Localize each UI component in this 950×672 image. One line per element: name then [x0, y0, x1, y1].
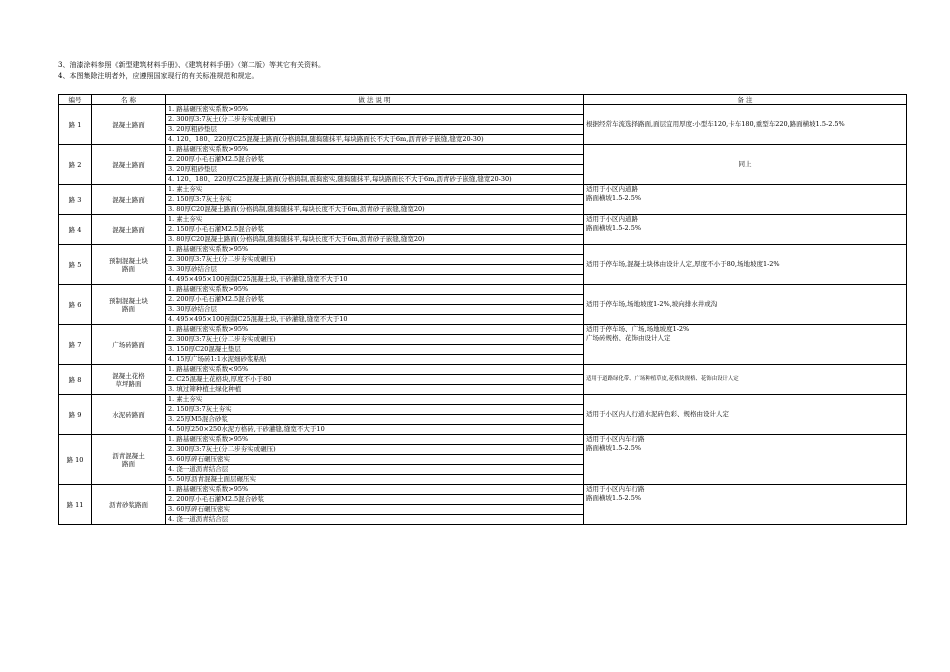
row-name-line: 水泥砖路面 [112, 410, 145, 419]
remark-line: 适用于小区内车行路 [586, 485, 645, 493]
method-step: 4. 495×495×100预制C25混凝土块,干砂灌缝,缝宽不大于10 [166, 275, 584, 285]
row-name-line: 混凝土路面 [112, 160, 145, 169]
method-step: 1. 路基碾压密实系数>95% [166, 145, 584, 155]
method-step: 2. 200厚小毛石灌M2.5混合砂浆 [166, 155, 584, 165]
row-name-line: 广场砖路面 [112, 340, 145, 349]
header-name: 名 称 [92, 95, 166, 105]
row-remark [584, 185, 907, 215]
row-remark [584, 145, 907, 185]
method-step: 1. 素土夯实 [166, 215, 584, 225]
table-row [59, 145, 907, 155]
table-row [59, 185, 907, 195]
remark-line: 适用于道路绿化带、广场种植草皮,花格块规格、花饰由设计人定 [586, 376, 739, 382]
table-row [59, 395, 907, 405]
remark-line: 适用于停车场,混凝土块体由设计人定,厚度不小于80,场地坡度1-2% [586, 260, 780, 268]
remark-line: 适用于停车场、广场,场地坡度1-2% [586, 325, 690, 333]
remark-line: 适用于小区内人行道水泥砖色彩、规格由设计人定 [586, 410, 729, 418]
row-name-line: 草坪路面 [115, 379, 142, 388]
remark-line: 路面横坡1.5-2.5% [586, 224, 642, 232]
method-step: 1. 素土夯实 [166, 185, 584, 195]
method-step: 1. 路基碾压密实系数>95% [166, 435, 584, 445]
method-step: 5. 50厚沥青混凝土面层碾压实 [166, 475, 584, 485]
row-code: 路 1 [59, 105, 92, 145]
row-name-line: 混凝土花格 [112, 371, 145, 380]
row-name-line: 混凝土路面 [112, 120, 145, 129]
row-name-line: 路面 [122, 304, 135, 313]
remark-line: 同上 [738, 160, 752, 168]
header-remark: 备 注 [584, 95, 907, 105]
method-step: 1. 路基碾压密实系数<95% [166, 365, 584, 375]
row-name-line: 预制混凝土块 [109, 256, 148, 265]
row-name-line: 沥青砂浆路面 [109, 500, 148, 509]
row-remark [584, 325, 907, 365]
method-step: 3. 25厚M5混合砂浆 [166, 415, 584, 425]
row-name-line: 沥青混凝土 [112, 451, 145, 460]
method-step: 3. 20厚粗砂垫层 [166, 125, 584, 135]
table-row [59, 215, 907, 225]
row-code: 路 7 [59, 325, 92, 365]
row-code: 路 6 [59, 285, 92, 325]
method-step: 1. 路基碾压密实系数>95% [166, 245, 584, 255]
method-step: 4. 15厚广场砖1:1水泥细砂浆粘贴 [166, 355, 584, 365]
header-method: 做 法 说 明 [166, 95, 584, 105]
row-name [92, 145, 166, 185]
method-step: 3. 30厚砂结合层 [166, 305, 584, 315]
row-code: 路 4 [59, 215, 92, 245]
row-name-line: 混凝土路面 [112, 195, 145, 204]
row-remark [584, 435, 907, 485]
method-step: 3. 80厚C20混凝土路面(分格捣制,随捣随抹平,每块长度不大于6m,沥青砂子嵌缝,缝宽20) [166, 205, 584, 215]
row-name [92, 435, 166, 485]
row-remark [584, 105, 907, 145]
row-name [92, 285, 166, 325]
header-code: 编号 [59, 95, 92, 105]
row-code: 路 10 [59, 435, 92, 485]
method-step: 4. 50厚250×250水泥方格砖,干砂灌缝,缝宽不大于10 [166, 425, 584, 435]
row-name [92, 245, 166, 285]
method-step: 1. 路基碾压密实系数>95% [166, 485, 584, 495]
row-code: 路 9 [59, 395, 92, 435]
row-name [92, 215, 166, 245]
row-remark [584, 215, 907, 245]
row-remark [584, 245, 907, 285]
remark-line: 路面横坡1.5-2.5% [586, 494, 642, 502]
row-name-line: 路面 [122, 459, 135, 468]
row-name-line: 混凝土路面 [112, 225, 145, 234]
method-step: 3. 80厚C20混凝土路面(分格捣制,随捣随抹平,每块长度不大于6m,沥青砂子嵌缝,缝宽20) [166, 235, 584, 245]
method-step: 2. 150厚3:7灰土夯实 [166, 195, 584, 205]
table-row [59, 325, 907, 335]
note-line-3: 3、油漆涂料参照《新型建筑材料手册》、《建筑材料手册》（第二版）等其它有关资料。 [58, 61, 325, 69]
row-name-line: 预制混凝土块 [109, 296, 148, 305]
row-name [92, 185, 166, 215]
method-step: 4. 浇一道沥青结合层 [166, 515, 584, 525]
method-step: 3. 30厚砂结合层 [166, 265, 584, 275]
method-step: 1. 路基碾压密实系数>95% [166, 285, 584, 295]
remark-line: 适用于停车场,场地坡度1-2%,坡向排水井或沟 [586, 300, 718, 308]
method-step: 4. 浇一道沥青结合层 [166, 465, 584, 475]
row-remark [584, 285, 907, 325]
row-name-line: 路面 [122, 264, 135, 273]
method-step: 2. 200厚小毛石灌M2.5混合砂浆 [166, 495, 584, 505]
table-row [59, 435, 907, 445]
method-step: 4. 120、180、220厚C25混凝土路面(分格捣制,随捣随抹平,每块路面长不大于6m,沥青砂子嵌缝,缝宽20-30) [166, 135, 584, 145]
row-code: 路 11 [59, 485, 92, 525]
remark-line: 适用于小区内道路 [586, 185, 638, 193]
row-name [92, 105, 166, 145]
method-step: 2. 300厚3:7灰土(分二步夯实或碾压) [166, 115, 584, 125]
method-step: 1. 素土夯实 [166, 395, 584, 405]
row-remark [584, 485, 907, 525]
method-step: 2. 300厚3:7灰土(分二步夯实或碾压) [166, 335, 584, 345]
method-step: 2. 300厚3:7灰土(分二步夯实或碾压) [166, 255, 584, 265]
remark-line: 路面横坡1.5-2.5% [586, 444, 642, 452]
road-construction-table [58, 94, 907, 525]
method-step: 4. 120、180、220厚C25混凝土路面(分格捣制,震捣密实,随捣随抹平,每块路面长不大于6m,沥青砂子嵌缝,缝宽20-30) [166, 175, 584, 185]
header-row [59, 95, 907, 105]
method-step: 1. 路基碾压密实系数>95% [166, 105, 584, 115]
table-row [59, 105, 907, 115]
method-step: 3. 填过筛种植土绿化种植 [166, 385, 584, 395]
table-row [59, 285, 907, 295]
table-row [59, 365, 907, 375]
table-body [59, 105, 907, 525]
row-remark [584, 365, 907, 395]
method-step: 3. 150厚C20混凝土垫层 [166, 345, 584, 355]
remark-line: 适用于小区内车行路 [586, 435, 645, 443]
method-step: 4. 495×495×100预制C25混凝土块,干砂灌缝,缝宽不大于10 [166, 315, 584, 325]
method-step: 3. 60厚碎石碾压密实 [166, 505, 584, 515]
method-step: 2. 150厚小毛石灌M2.5混合砂浆 [166, 225, 584, 235]
method-step: 3. 60厚碎石碾压密实 [166, 455, 584, 465]
method-step: 2. 300厚3:7灰土(分二步夯实或碾压) [166, 445, 584, 455]
remark-line: 广场砖规格、花饰由设计人定 [586, 334, 671, 342]
row-code: 路 2 [59, 145, 92, 185]
row-name [92, 485, 166, 525]
row-remark [584, 395, 907, 435]
note-line-4: 4、本图集除注明者外，应遵照国家现行的有关标准规范和规定。 [58, 72, 259, 80]
row-code: 路 5 [59, 245, 92, 285]
table-row [59, 485, 907, 495]
remark-line: 路面横坡1.5-2.5% [586, 194, 642, 202]
method-step: 2. 200厚小毛石灌M2.5混合砂浆 [166, 295, 584, 305]
row-code: 路 8 [59, 365, 92, 395]
row-name [92, 395, 166, 435]
row-code: 路 3 [59, 185, 92, 215]
method-step: 2. C25混凝土花格块,厚度不小于80 [166, 375, 584, 385]
method-step: 3. 20厚粗砂垫层 [166, 165, 584, 175]
method-step: 1. 路基碾压密实系数>95% [166, 325, 584, 335]
table-row [59, 245, 907, 255]
row-name [92, 325, 166, 365]
remark-line: 根据经常车流选择路面,面层宜用厚度:小型车120,卡车180,重型车220,路面横坡1.5-2.5% [586, 120, 845, 128]
remark-line: 适用于小区内道路 [586, 215, 638, 223]
method-step: 2. 150厚3:7灰土夯实 [166, 405, 584, 415]
row-name [92, 365, 166, 395]
